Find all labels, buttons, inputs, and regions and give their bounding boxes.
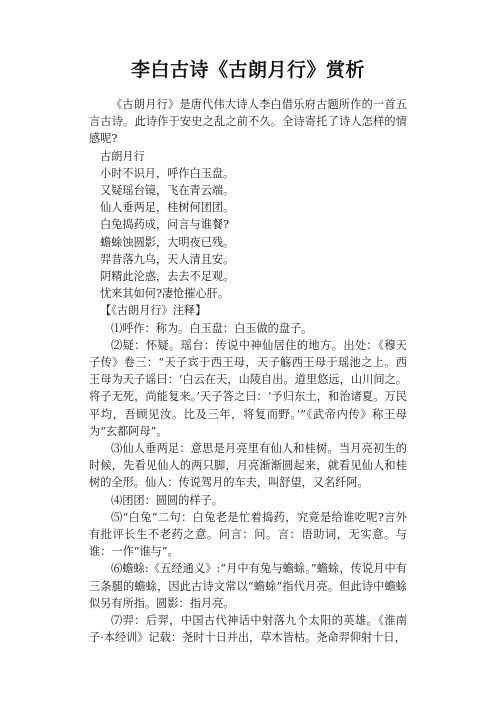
poem-line: 羿昔落九乌，天人清且安。 <box>100 252 235 266</box>
poem-line: 仙人垂两足，桂树何团团。 <box>100 201 235 215</box>
poem-line: 白兔捣药成，问言与谁餐? <box>100 218 230 232</box>
poem-title: 古朗月行 <box>100 149 145 163</box>
note-paragraph: ⑴呼作：称为。白玉盘：白玉做的盘子。 <box>111 321 313 335</box>
note-paragraph: ⑷团团：圆圆的样子。 <box>111 493 223 507</box>
notes-heading: 【《古朗月行》注释】 <box>100 304 207 318</box>
note-paragraph: ⑺羿：后羿，中国古代神话中射落九个太阳的英雄。《淮南子·本经训》记载：尧时十日并出，草木皆枯。尧命羿仰射十日， <box>89 614 407 645</box>
note-paragraph: ⑶仙人垂两足：意思是月亮里有仙人和桂树。当月亮初生的时候，先看见仙人的两只脚，月亮渐渐圆起来，就看见仙人和桂树的全形。仙人：传说驾月的车夫，叫舒望，又名纤阿。 <box>89 442 407 490</box>
poem-line: 阴精此沦惑，去去不足观。 <box>100 270 235 284</box>
page-title: 李白古诗《古朗月行》赏析 <box>130 59 365 81</box>
poem-line: 忧来其如何?凄怆摧心肝。 <box>100 287 230 301</box>
poem-line: 又疑瑶台镜，飞在青云端。 <box>100 184 235 198</box>
article-body <box>89 96 407 647</box>
note-paragraph: ⑵疑：怀疑。瑶台：传说中神仙居住的地方。出处：《穆天子传》卷三：“天子宾于西王母，天子觞西王母于瑶池之上。西王母为天子谣曰：‘白云在天，山陵自出。道里悠远，山川间之。将子无死，尚能复来。’天子答之曰：‘予归东土，和治诸夏。万民平均，吾顾见汝。比及三年，将复而野。’”《武帝内传》称王母为“玄都阿母”。 <box>89 338 407 438</box>
note-paragraph: ⑸“白兔”二句：白兔老是忙着捣药，究竟是给谁吃呢?言外有批评长生不老药之意。问言：问。言：语助词，无实意。与谁：一作“谁与”。 <box>89 510 407 559</box>
intro-paragraph: 《古朗月行》是唐代伟大诗人李白借乐府古题所作的一首五言古诗。此诗作于安史之乱之前不久。全诗寄托了诗人怎样的情感呢? <box>89 98 407 146</box>
poem-line: 小时不识月，呼作白玉盘。 <box>100 166 235 180</box>
poem-line: 蟾蜍蚀圆影，大明夜已残。 <box>100 235 235 249</box>
note-paragraph: ⑹蟾蜍:《五经通义》:“月中有兔与蟾蜍。”蟾蜍，传说月中有三条腿的蟾蜍，因此古诗文常以“蟾蜍”指代月亮。但此诗中蟾蜍似另有所指。圆影：指月亮。 <box>89 562 407 610</box>
